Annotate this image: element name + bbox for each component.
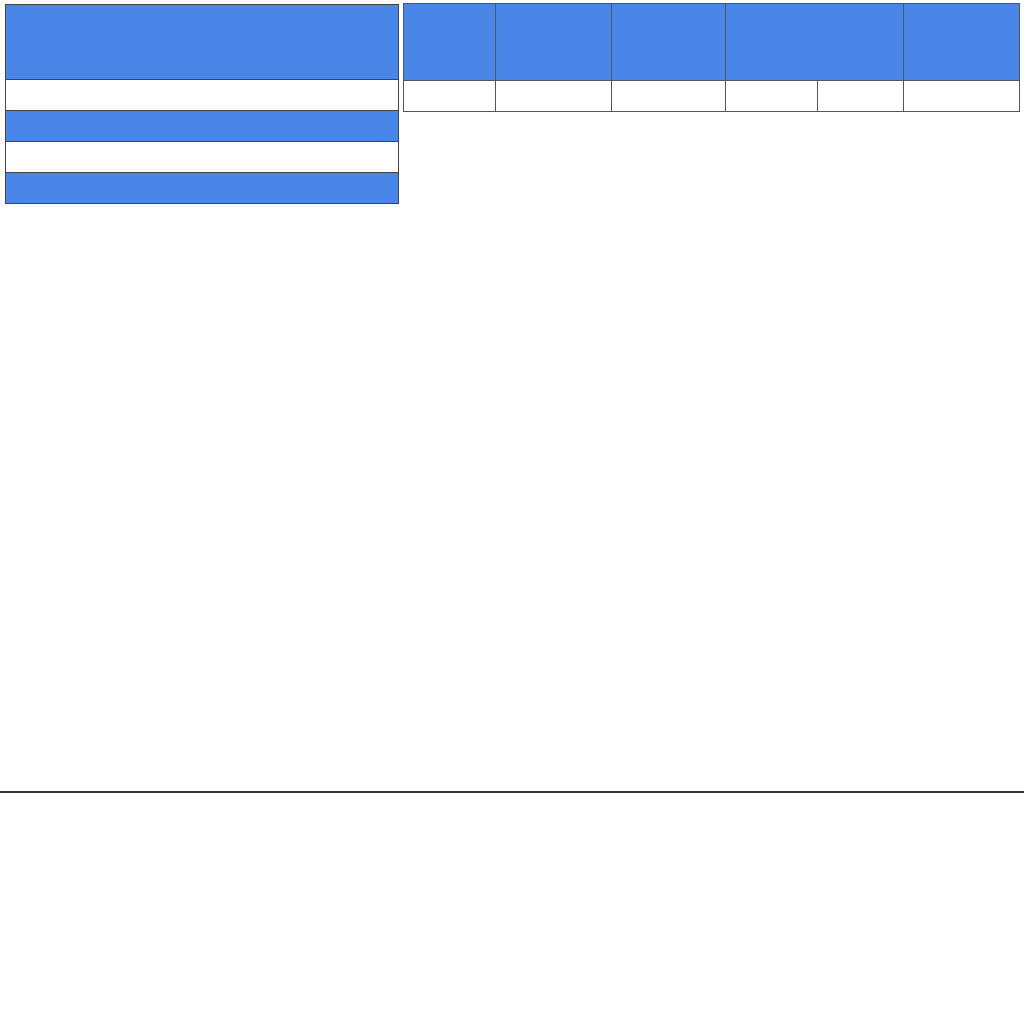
header-force-at-40 [726,4,904,81]
unit-cell [612,81,726,112]
header-length [904,4,1020,81]
model-code-info [6,111,398,142]
spec-info-panel [5,4,399,204]
blue-die-spring-image [112,288,208,586]
header-inner-diameter [496,4,612,81]
units-row [404,81,1020,112]
unit-cell [726,81,818,112]
section-divider [0,791,1024,793]
unit-cell [818,81,904,112]
unit-cell [496,81,612,112]
unit-cell [404,81,496,112]
compression-info [6,142,398,173]
color-info [6,80,398,111]
standard-info [6,173,398,203]
header-max-compression [612,4,726,81]
unit-cell [904,81,1020,112]
product-title [6,5,398,80]
spec-table [403,3,1020,112]
header-outer-diameter [404,4,496,81]
